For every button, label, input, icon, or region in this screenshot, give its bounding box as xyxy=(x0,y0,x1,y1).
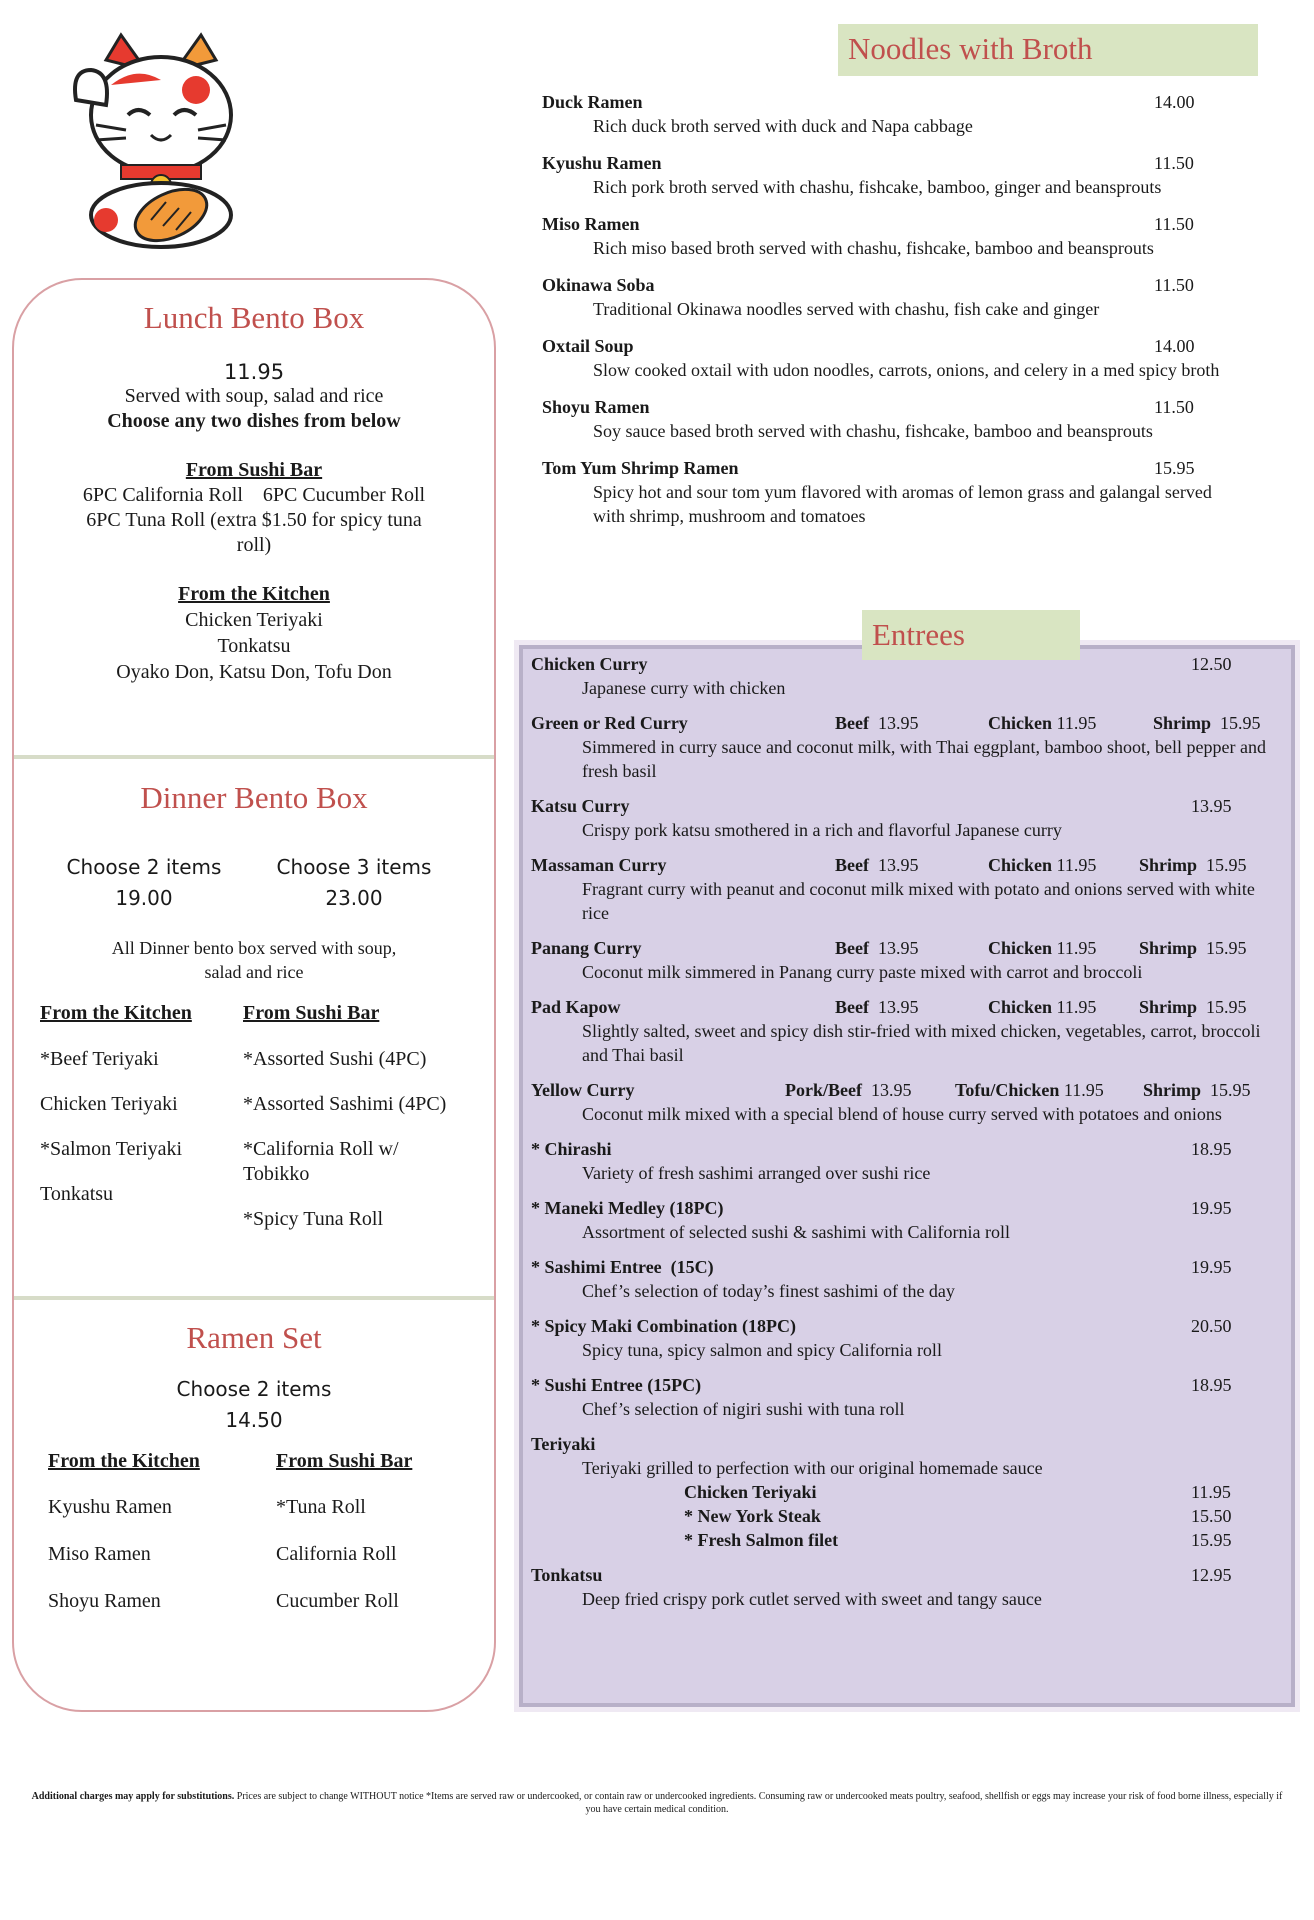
entree-name: Teriyaki xyxy=(531,1434,596,1454)
dinner-choose-2-label: Choose 2 items xyxy=(66,855,222,879)
entree-name: * Chirashi xyxy=(531,1139,612,1159)
noodle-price: 14.00 xyxy=(1154,336,1195,356)
noodle-price: 15.95 xyxy=(1154,458,1195,478)
entree-beef-option: Beef 13.95 xyxy=(835,713,919,733)
dinner-sushi-column xyxy=(243,1002,483,1252)
dinner-kitchen-item: Chicken Teriyaki xyxy=(40,1093,178,1115)
ramen-sushi-item: *Tuna Roll xyxy=(276,1496,366,1518)
entree-beef-option: Beef 13.95 xyxy=(835,938,919,958)
noodle-price: 11.50 xyxy=(1154,214,1194,234)
dinner-kitchen-heading: From the Kitchen xyxy=(40,1002,192,1024)
entree-item xyxy=(531,853,1291,925)
noodle-item xyxy=(542,90,1282,138)
footer-disclaimer xyxy=(30,1790,1284,1816)
dinner-sushi-item: *Spicy Tuna Roll xyxy=(243,1208,384,1230)
entree-name: * Maneki Medley (18PC) xyxy=(531,1198,724,1218)
teriyaki-option-price: 15.50 xyxy=(1191,1506,1232,1526)
entrees-list xyxy=(531,652,1291,1622)
dinner-choose-2 xyxy=(64,852,224,914)
lucky-cat-logo-icon xyxy=(66,30,256,250)
dinner-sushi-item: *Assorted Sashimi (4PC) xyxy=(243,1093,447,1115)
teriyaki-option-name: * Fresh Salmon filet xyxy=(684,1530,839,1550)
ramen-sushi-item: Cucumber Roll xyxy=(276,1590,399,1612)
lunch-title: Lunch Bento Box xyxy=(143,300,365,335)
entree-item xyxy=(531,794,1291,842)
lunch-kitchen-item: Chicken Teriyaki xyxy=(185,609,323,631)
dinner-choose-2-price: 19.00 xyxy=(115,886,173,910)
teriyaki-option-price: 15.95 xyxy=(1191,1530,1232,1550)
ramen-kitchen-item: Shoyu Ramen xyxy=(48,1590,161,1612)
entree-beef-option: Beef 13.95 xyxy=(835,855,919,875)
entree-name: * Sashimi Entree (15C) xyxy=(531,1257,714,1277)
entree-item xyxy=(531,1255,1291,1303)
lunch-kitchen-item: Oyako Don, Katsu Don, Tofu Don xyxy=(116,661,392,683)
noodle-name: Tom Yum Shrimp Ramen xyxy=(542,458,739,478)
entree-desc: Slightly salted, sweet and spicy dish stir-fried with mixed chicken, vegetables, carrot, broccoli and Thai basil xyxy=(582,1021,1261,1065)
dinner-sushi-item: Tobikko xyxy=(243,1163,310,1185)
noodle-price: 14.00 xyxy=(1154,92,1195,112)
ramen-kitchen-item: Kyushu Ramen xyxy=(48,1496,172,1518)
entree-item xyxy=(531,936,1291,984)
noodle-item xyxy=(542,334,1282,382)
ramen-choose: Choose 2 items xyxy=(176,1377,332,1401)
entree-shrimp-option: Shrimp 15.95 xyxy=(1139,997,1247,1017)
entree-price: 19.95 xyxy=(1191,1198,1232,1218)
dinner-note-line1: All Dinner bento box served with soup, xyxy=(111,938,397,958)
entree-price: 20.50 xyxy=(1191,1316,1232,1336)
noodle-name: Shoyu Ramen xyxy=(542,397,650,417)
noodle-item xyxy=(542,273,1282,321)
entree-shrimp-option: Shrimp 15.95 xyxy=(1153,713,1261,733)
teriyaki-option-price: 11.95 xyxy=(1191,1482,1231,1502)
entree-price: 19.95 xyxy=(1191,1257,1232,1277)
noodle-price: 11.50 xyxy=(1154,397,1194,417)
entree-item xyxy=(531,711,1291,783)
noodle-name: Duck Ramen xyxy=(542,92,643,112)
dinner-kitchen-column xyxy=(40,1002,240,1227)
ramen-kitchen-heading: From the Kitchen xyxy=(48,1450,200,1472)
dinner-sushi-item: *California Roll w/ xyxy=(243,1138,399,1160)
noodle-name: Kyushu Ramen xyxy=(542,153,662,173)
entree-chicken-option: Chicken 11.95 xyxy=(988,855,1097,875)
footer-text: Prices are subject to change WITHOUT notice *Items are served raw or undercooked, or contain raw or undercooked ingredients. Consuming raw or undercooked meats poultry, seafood, shellfish or eggs may increase your risk of food borne illness, especially if you have certain medical condition. xyxy=(234,1791,1283,1815)
section-divider xyxy=(14,755,494,759)
entree-chicken-option: Chicken 11.95 xyxy=(988,713,1097,733)
teriyaki-option-name: * New York Steak xyxy=(684,1506,821,1526)
entree-name: Panang Curry xyxy=(531,938,642,958)
footer-bold: Additional charges may apply for substitutions. xyxy=(31,1791,235,1802)
ramen-kitchen-column xyxy=(48,1450,248,1634)
noodle-desc: Rich miso based broth served with chashu, fishcake, bamboo and beansprouts xyxy=(593,238,1154,258)
lunch-sushi-heading: From Sushi Bar xyxy=(185,459,323,481)
entree-desc: Simmered in curry sauce and coconut milk, with Thai eggplant, bamboo shoot, bell pepper and fresh basil xyxy=(582,737,1266,781)
teriyaki-option xyxy=(531,1504,1291,1528)
noodle-item xyxy=(542,212,1282,260)
lunch-served: Served with soup, salad and rice xyxy=(124,385,384,407)
dinner-note-line2: salad and rice xyxy=(204,962,304,982)
entree-item xyxy=(531,1373,1291,1421)
entree-item xyxy=(531,1078,1291,1126)
noodle-item xyxy=(542,395,1282,443)
entree-desc: Variety of fresh sashimi arranged over sushi rice xyxy=(582,1163,931,1183)
entree-desc: Crispy pork katsu smothered in a rich and flavorful Japanese curry xyxy=(582,820,1062,840)
dinner-kitchen-item: *Beef Teriyaki xyxy=(40,1048,159,1070)
entree-chicken-option: Chicken 11.95 xyxy=(988,997,1097,1017)
dinner-bento-section xyxy=(14,780,494,1230)
ramen-sushi-heading: From Sushi Bar xyxy=(276,1450,413,1472)
entree-name: Massaman Curry xyxy=(531,855,667,875)
entree-price: 12.95 xyxy=(1191,1565,1232,1585)
noodle-desc: Slow cooked oxtail with udon noodles, carrots, onions, and celery in a med spicy broth xyxy=(593,360,1220,380)
ramen-sushi-item: California Roll xyxy=(276,1543,397,1565)
lunch-sushi-line3: roll) xyxy=(236,534,272,556)
entree-shrimp-option: Shrimp 15.95 xyxy=(1143,1080,1251,1100)
entree-name: Pad Kapow xyxy=(531,997,621,1017)
noodle-desc: Spicy hot and sour tom yum flavored with aromas of lemon grass and galangal served with shrimp, mushroom and tomatoes xyxy=(593,482,1212,526)
entree-desc: Deep fried crispy pork cutlet served with sweet and tangy sauce xyxy=(582,1589,1042,1609)
dinner-kitchen-item: *Salmon Teriyaki xyxy=(40,1138,183,1160)
lunch-kitchen-item: Tonkatsu xyxy=(217,635,291,657)
noodle-name: Miso Ramen xyxy=(542,214,640,234)
ramen-sushi-column xyxy=(276,1450,476,1634)
entree-item xyxy=(531,1137,1291,1185)
dinner-sushi-heading: From Sushi Bar xyxy=(243,1002,380,1024)
entree-shrimp-option: Shrimp 15.95 xyxy=(1139,855,1247,875)
entree-shrimp-option: Shrimp 15.95 xyxy=(1139,938,1247,958)
entree-desc: Japanese curry with chicken xyxy=(582,678,786,698)
entree-name: Tonkatsu xyxy=(531,1565,603,1585)
entree-name: Katsu Curry xyxy=(531,796,630,816)
entree-name: * Sushi Entree (15PC) xyxy=(531,1375,702,1395)
entree-desc: Fragrant curry with peanut and coconut milk mixed with potato and onions served with white rice xyxy=(582,879,1255,923)
lunch-sushi-line1: 6PC California Roll 6PC Cucumber Roll xyxy=(82,484,426,506)
dinner-kitchen-item: Tonkatsu xyxy=(40,1183,114,1205)
noodle-desc: Rich pork broth served with chashu, fishcake, bamboo, ginger and beansprouts xyxy=(593,177,1162,197)
entree-chicken-option: Chicken 11.95 xyxy=(988,938,1097,958)
entree-price: 13.95 xyxy=(1191,796,1232,816)
entree-name: Chicken Curry xyxy=(531,654,648,674)
noodle-desc: Traditional Okinawa noodles served with chashu, fish cake and ginger xyxy=(593,299,1100,319)
noodle-desc: Rich duck broth served with duck and Napa cabbage xyxy=(593,116,973,136)
lunch-choose: Choose any two dishes from below xyxy=(107,410,401,432)
entree-name: * Spicy Maki Combination (18PC) xyxy=(531,1316,797,1336)
lunch-kitchen-heading: From the Kitchen xyxy=(178,583,330,605)
entree-item xyxy=(531,1196,1291,1244)
noodle-desc: Soy sauce based broth served with chashu, fishcake, bamboo and beansprouts xyxy=(593,421,1153,441)
dinner-sushi-item: *Assorted Sushi (4PC) xyxy=(243,1048,427,1070)
noodle-item xyxy=(542,456,1282,528)
ramen-title: Ramen Set xyxy=(186,1320,322,1355)
entree-item xyxy=(531,995,1291,1067)
dinner-title: Dinner Bento Box xyxy=(140,780,368,815)
entree-item xyxy=(531,652,1291,700)
ramen-kitchen-item: Miso Ramen xyxy=(48,1543,151,1565)
lunch-price: 11.95 xyxy=(223,360,285,384)
entree-desc: Teriyaki grilled to perfection with our original homemade sauce xyxy=(582,1458,1043,1478)
ramen-set-section xyxy=(14,1320,494,1612)
left-panel xyxy=(12,278,496,1712)
noodle-name: Okinawa Soba xyxy=(542,275,655,295)
entree-desc: Coconut milk mixed with a special blend of house curry served with potatoes and onions xyxy=(582,1104,1222,1124)
section-divider xyxy=(14,1296,494,1300)
entree-desc: Coconut milk simmered in Panang curry paste mixed with carrot and broccoli xyxy=(582,962,1143,982)
entree-price: 12.50 xyxy=(1191,654,1232,674)
noodle-item xyxy=(542,151,1282,199)
dinner-note xyxy=(14,936,494,984)
teriyaki-option xyxy=(531,1480,1291,1504)
noodles-banner: Noodles with Broth xyxy=(838,24,1258,76)
dinner-choose-3-label: Choose 3 items xyxy=(276,855,432,879)
entree-desc: Assortment of selected sushi & sashimi with California roll xyxy=(582,1222,1010,1242)
entree-price: 18.95 xyxy=(1191,1375,1232,1395)
dinner-choose-3-price: 23.00 xyxy=(325,886,383,910)
entree-desc: Spicy tuna, spicy salmon and spicy California roll xyxy=(582,1340,942,1360)
noodles-list xyxy=(542,90,1282,541)
entree-desc: Chef’s selection of nigiri sushi with tuna roll xyxy=(582,1399,905,1419)
entree-price: 18.95 xyxy=(1191,1139,1232,1159)
entrees-banner: Entrees xyxy=(862,610,1080,660)
lunch-bento-section xyxy=(14,300,494,685)
noodle-name: Oxtail Soup xyxy=(542,336,634,356)
noodle-price: 11.50 xyxy=(1154,153,1194,173)
ramen-price: 14.50 xyxy=(225,1408,283,1432)
lunch-sushi-line2: 6PC Tuna Roll (extra $1.50 for spicy tuna xyxy=(86,509,422,531)
entree-item xyxy=(531,1432,1291,1552)
entree-name: Yellow Curry xyxy=(531,1080,635,1100)
teriyaki-option-name: Chicken Teriyaki xyxy=(684,1482,817,1502)
entree-name: Green or Red Curry xyxy=(531,713,688,733)
entree-item xyxy=(531,1563,1291,1611)
entree-chicken-option: Tofu/Chicken 11.95 xyxy=(955,1080,1104,1100)
noodle-price: 11.50 xyxy=(1154,275,1194,295)
teriyaki-option xyxy=(531,1528,1291,1552)
entree-item xyxy=(531,1314,1291,1362)
entree-beef-option: Beef 13.95 xyxy=(835,997,919,1017)
entree-beef-option: Pork/Beef 13.95 xyxy=(785,1080,912,1100)
dinner-choose-3 xyxy=(274,852,434,914)
entree-desc: Chef’s selection of today’s finest sashimi of the day xyxy=(582,1281,955,1301)
